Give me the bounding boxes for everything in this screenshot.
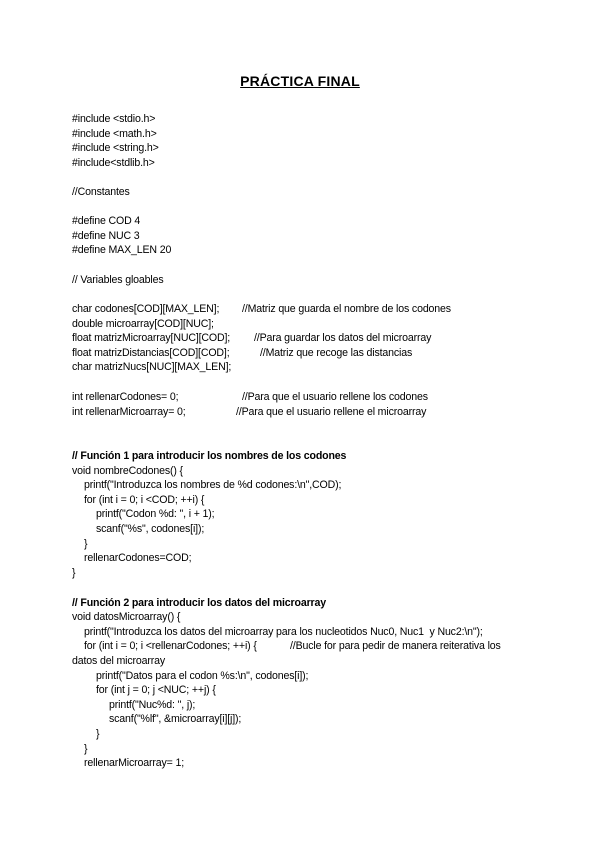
code-line: printf("Introduzca los nombres de %d codones:\n",COD);: [84, 479, 342, 491]
globals-comment: // Variables gloables: [72, 274, 164, 286]
include-line: #include <math.h>: [72, 128, 157, 140]
global-comment: //Para guardar los datos del microarray: [254, 332, 432, 344]
global-code: float matrizDistancias[COD][COD];: [72, 347, 230, 359]
define-line: #define MAX_LEN 20: [72, 244, 172, 256]
code-line: printf("Nuc%d: ", j);: [109, 699, 196, 711]
page-title: PRÁCTICA FINAL: [240, 73, 360, 89]
code-line: for (int i = 0; i <rellenarCodones; ++i) {: [84, 640, 257, 652]
code-line: for (int i = 0; i <COD; ++i) {: [84, 494, 205, 506]
include-line: #include <stdio.h>: [72, 113, 156, 125]
flag-code: int rellenarMicroarray= 0;: [72, 406, 186, 418]
code-line: }: [84, 538, 88, 550]
code-line: }: [72, 567, 76, 579]
code-line: printf("Datos para el codon %s:\n", codones[i]);: [96, 670, 309, 682]
global-comment: //Matriz que guarda el nombre de los codones: [242, 303, 451, 315]
flag-comment: //Para que el usuario rellene los codones: [242, 391, 428, 403]
code-line: for (int j = 0; j <NUC; ++j) {: [96, 684, 216, 696]
global-code: char codones[COD][MAX_LEN];: [72, 303, 220, 315]
flag-comment: //Para que el usuario rellene el microarray: [236, 406, 427, 418]
function1-heading: // Función 1 para introducir los nombres de los codones: [72, 450, 347, 462]
code-line: datos del microarray: [72, 655, 165, 667]
code-comment: //Bucle for para pedir de manera reiterativa los: [290, 640, 501, 652]
code-line: rellenarMicroarray= 1;: [84, 757, 185, 769]
code-line: rellenarCodones=COD;: [84, 552, 192, 564]
global-code: char matrizNucs[NUC][MAX_LEN];: [72, 361, 232, 373]
global-code: float matrizMicroarray[NUC][COD];: [72, 332, 231, 344]
code-line: scanf("%s", codones[i]);: [96, 523, 205, 535]
constants-comment: //Constantes: [72, 186, 130, 198]
include-line: #include <string.h>: [72, 142, 159, 154]
define-line: #define NUC 3: [72, 230, 140, 242]
code-line: scanf("%lf", &microarray[i][j]);: [109, 713, 242, 725]
code-line: }: [96, 728, 100, 740]
global-comment: //Matriz que recoge las distancias: [260, 347, 413, 359]
code-line: }: [84, 743, 88, 755]
code-line: void nombreCodones() {: [72, 465, 183, 477]
flag-code: int rellenarCodones= 0;: [72, 391, 179, 403]
define-line: #define COD 4: [72, 215, 141, 227]
global-code: double microarray[COD][NUC];: [72, 318, 214, 330]
function2-heading: // Función 2 para introducir los datos del microarray: [72, 597, 327, 609]
code-line: printf("Introduzca los datos del microarray para los nucleotidos Nuc0, Nuc1 y Nuc2:\n");: [84, 626, 483, 638]
include-line: #include<stdlib.h>: [72, 157, 155, 169]
code-line: printf("Codon %d: ", i + 1);: [96, 508, 215, 520]
code-line: void datosMicroarray() {: [72, 611, 181, 623]
